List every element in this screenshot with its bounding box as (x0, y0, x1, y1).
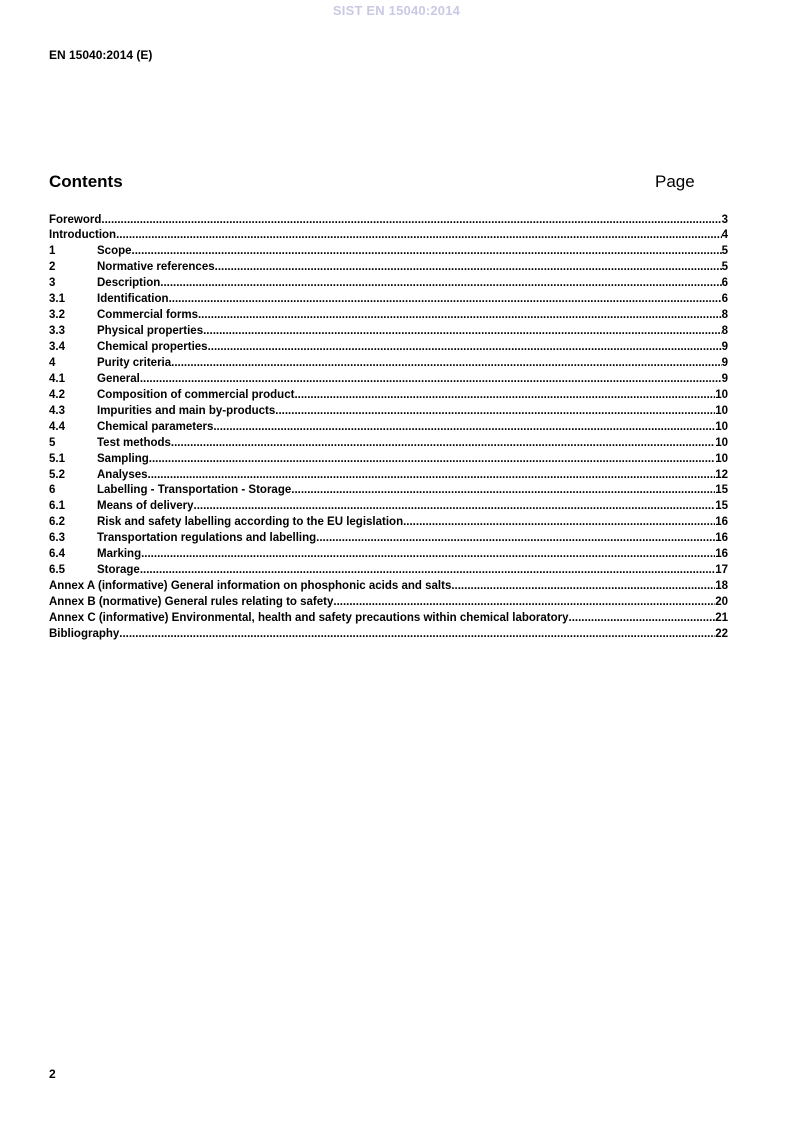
toc-dot-leader (101, 213, 721, 229)
toc-dot-leader (140, 372, 722, 388)
toc-dot-leader (132, 244, 722, 260)
toc-entry-page: 21 (715, 611, 728, 624)
toc-entry-number: 3.2 (49, 309, 65, 322)
toc-entry-number: 6.4 (49, 548, 65, 561)
toc-entry-page: 10 (715, 436, 728, 449)
toc-entry[interactable] (49, 547, 728, 563)
toc-dot-leader (203, 324, 721, 340)
toc-entry-title: Means of delivery (97, 500, 194, 513)
toc-entry-title: Scope (97, 245, 132, 258)
toc-entry-page: 18 (715, 580, 728, 593)
toc-dot-leader (208, 340, 722, 356)
toc-entry[interactable] (49, 388, 728, 404)
toc-dot-leader (149, 452, 715, 468)
toc-entry-page: 4 (721, 229, 728, 242)
toc-entry[interactable] (49, 436, 728, 452)
toc-dot-leader (116, 228, 722, 244)
toc-dot-leader (141, 547, 715, 563)
toc-entry-title: Commercial forms (97, 309, 198, 322)
toc-entry-number: 6 (49, 484, 56, 497)
toc-entry-title: Impurities and main by-products (97, 404, 276, 417)
document-identifier: EN 15040:2014 (E) (49, 48, 153, 62)
toc-entry-title: Description (97, 277, 161, 290)
toc-dot-leader (140, 563, 715, 579)
toc-dot-leader (215, 260, 722, 276)
toc-dot-leader (569, 611, 716, 627)
toc-entry[interactable] (49, 308, 728, 324)
toc-entry-number: 6.5 (49, 564, 65, 577)
toc-entry-page: 9 (721, 341, 728, 353)
toc-entry-title: Composition of commercial product (97, 388, 295, 401)
toc-entry-number: 4.2 (49, 388, 65, 401)
toc-dot-leader (198, 308, 722, 324)
toc-dot-leader (148, 468, 716, 484)
toc-entry[interactable] (49, 213, 728, 229)
toc-dot-leader (451, 579, 715, 595)
toc-entry[interactable] (49, 356, 728, 372)
toc-dot-leader (160, 276, 721, 292)
toc-entry-number: 5.2 (49, 468, 65, 481)
toc-entry-number: 3.1 (49, 293, 65, 306)
toc-entry[interactable] (49, 420, 728, 436)
toc-entry[interactable] (49, 260, 728, 276)
toc-entry-number: 6.3 (49, 532, 65, 545)
toc-entry-number: 6.1 (49, 500, 65, 513)
toc-entry[interactable] (49, 468, 728, 484)
toc-entry-number: 3.4 (49, 341, 65, 353)
toc-entry[interactable] (49, 579, 728, 595)
toc-entry[interactable] (49, 515, 728, 531)
toc-entry[interactable] (49, 595, 728, 611)
toc-dot-leader (119, 627, 715, 643)
toc-entry[interactable] (49, 627, 728, 643)
toc-dot-leader (171, 436, 715, 452)
toc-entry-title: Chemical properties (97, 341, 208, 353)
toc-entry-number: 3 (49, 277, 56, 290)
toc-entry-page: 12 (715, 468, 728, 481)
toc-entry-title: Introduction (49, 229, 117, 242)
toc-dot-leader (291, 483, 715, 499)
toc-entry-number: 4.3 (49, 404, 65, 417)
toc-entry-title: Labelling - Transportation - Storage (97, 484, 292, 497)
toc-entry-page: 5 (721, 261, 728, 274)
toc-entry-page: 16 (715, 516, 728, 529)
toc-entry-title: Risk and safety labelling according to the EU legislation (97, 516, 404, 529)
toc-entry[interactable] (49, 324, 728, 340)
toc-dot-leader (403, 515, 715, 531)
toc-entry-page: 10 (715, 452, 728, 465)
toc-entry-page: 3 (721, 213, 728, 226)
toc-entry-title: Identification (97, 293, 169, 306)
toc-entry-title: General (97, 372, 140, 385)
toc-entry[interactable] (49, 563, 728, 579)
toc-entry[interactable] (49, 372, 728, 388)
toc-entry-title: Annex A (informative) General information on phosphonic acids and salts (49, 580, 452, 593)
toc-dot-leader (316, 531, 715, 547)
toc-entry-page: 10 (715, 404, 728, 417)
toc-entry[interactable] (49, 276, 728, 292)
toc-entry-title: Annex C (informative) Environmental, health and safety precautions within chemical laboratory (49, 611, 569, 624)
toc-entry-page: 8 (721, 325, 728, 338)
toc-entry-page: 5 (721, 245, 728, 258)
toc-entry-number: 4.4 (49, 420, 65, 433)
toc-entry[interactable] (49, 244, 728, 260)
toc-entry-page: 15 (715, 484, 728, 497)
toc-dot-leader (171, 356, 721, 372)
toc-entry-page: 10 (715, 420, 728, 433)
table-of-contents (49, 213, 728, 643)
toc-entry-title: Test methods (97, 436, 171, 449)
contents-heading: Contents (49, 172, 123, 191)
toc-entry[interactable] (49, 340, 728, 356)
toc-dot-leader (275, 404, 715, 420)
toc-dot-leader (194, 499, 716, 515)
toc-entry-page: 15 (715, 500, 728, 513)
toc-entry-title: Normative references (97, 261, 215, 274)
toc-entry-title: Storage (97, 564, 140, 577)
toc-entry-title: Bibliography (49, 627, 120, 640)
toc-entry-title: Transportation regulations and labelling (97, 532, 317, 545)
toc-entry[interactable] (49, 292, 728, 308)
toc-entry[interactable] (49, 531, 728, 547)
toc-entry-number: 3.3 (49, 325, 65, 338)
toc-entry-page: 9 (721, 372, 728, 385)
toc-entry[interactable] (49, 611, 728, 627)
toc-entry-page: 6 (721, 277, 728, 290)
toc-dot-leader (333, 595, 715, 611)
toc-entry-number: 4.1 (49, 372, 65, 385)
toc-entry-title: Analyses (97, 468, 148, 481)
toc-entry-title: Chemical parameters (97, 420, 214, 433)
toc-entry-title: Sampling (97, 452, 149, 465)
toc-entry-number: 2 (49, 261, 56, 274)
toc-entry-page: 8 (721, 309, 728, 322)
toc-entry-number: 1 (49, 245, 56, 258)
toc-entry-page: 20 (715, 596, 728, 608)
page-column-label: Page (655, 172, 695, 191)
toc-entry-page: 10 (715, 388, 728, 401)
toc-entry-number: 5 (49, 436, 56, 449)
toc-entry-title: Marking (97, 548, 142, 561)
toc-dot-leader (169, 292, 722, 308)
toc-entry-page: 6 (721, 293, 728, 306)
toc-entry[interactable] (49, 404, 728, 420)
toc-dot-leader (213, 420, 715, 436)
toc-dot-leader (294, 388, 715, 404)
toc-entry-title: Foreword (49, 213, 102, 226)
toc-entry-title: Physical properties (97, 325, 204, 338)
toc-entry[interactable] (49, 228, 728, 244)
watermark: SIST EN 15040:2014 (332, 3, 461, 18)
toc-entry-page: 22 (715, 627, 728, 640)
toc-entry-page: 16 (715, 532, 728, 545)
toc-entry-number: 6.2 (49, 516, 65, 529)
page-number: 2 (49, 1067, 56, 1081)
toc-entry-number: 4 (49, 356, 56, 369)
toc-entry-title: Purity criteria (97, 356, 172, 369)
toc-entry-page: 17 (715, 564, 728, 577)
toc-entry-page: 16 (715, 548, 728, 561)
toc-entry[interactable] (49, 499, 728, 515)
toc-entry[interactable] (49, 483, 728, 499)
toc-entry-number: 5.1 (49, 452, 65, 465)
toc-entry-title: Annex B (normative) General rules relating to safety (49, 596, 334, 608)
toc-entry[interactable] (49, 452, 728, 468)
toc-entry-page: 9 (721, 356, 728, 369)
